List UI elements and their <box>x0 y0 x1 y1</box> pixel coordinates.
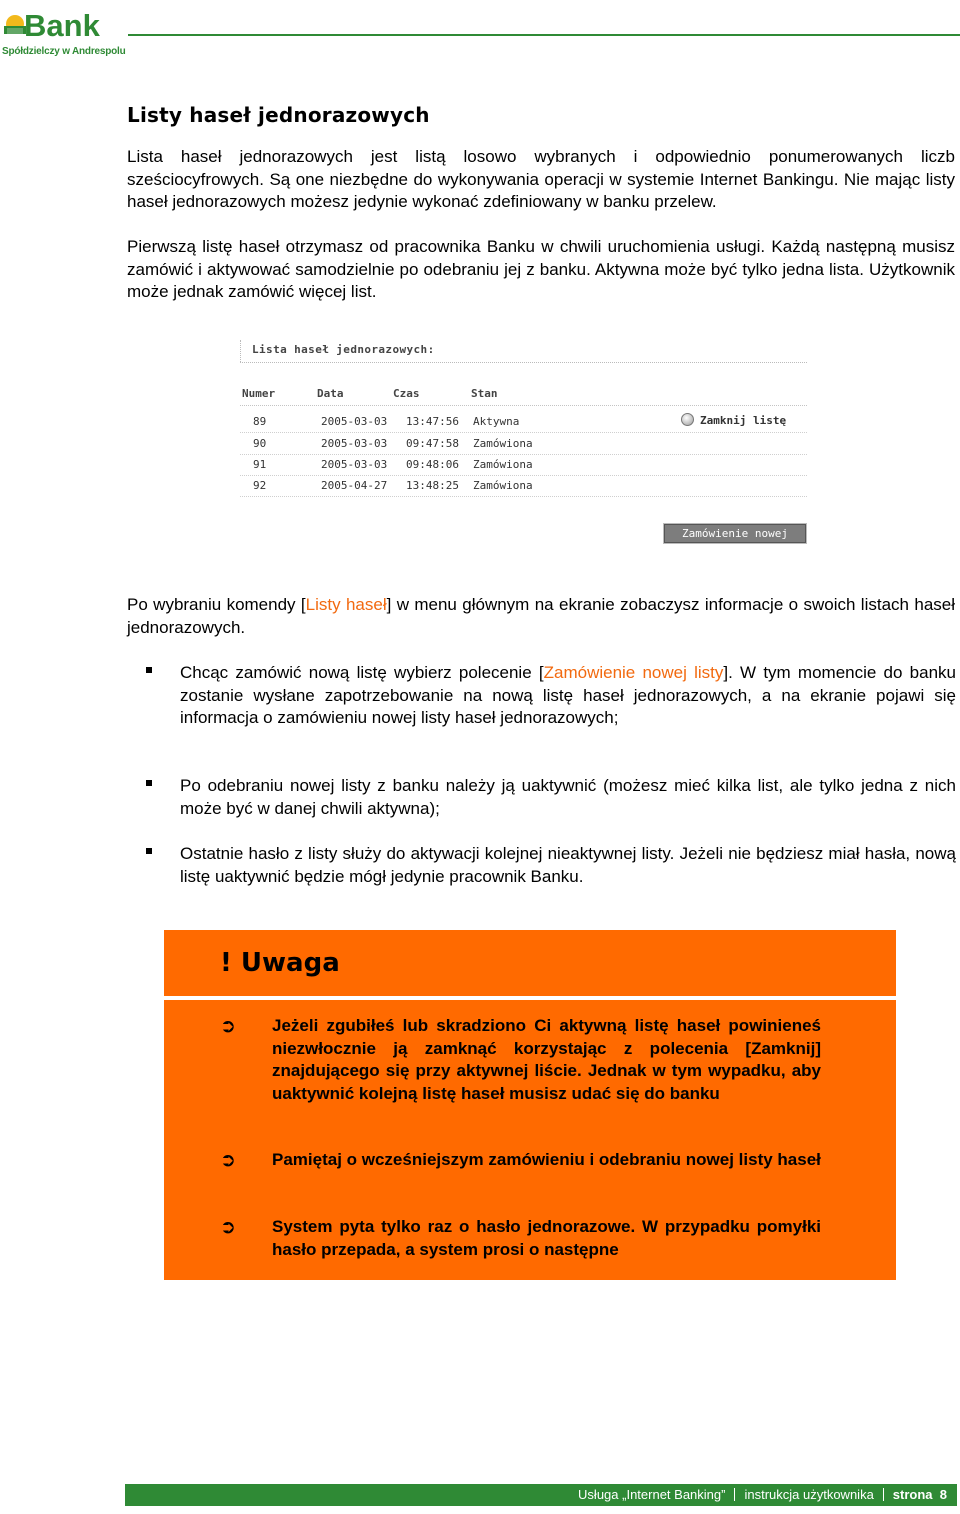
warning-heading: ! Uwaga <box>220 948 340 978</box>
table-row[interactable] <box>240 476 807 497</box>
bullet-item-last-password <box>180 843 956 888</box>
cell-numer: 92 <box>253 479 267 492</box>
page-footer <box>125 1484 957 1506</box>
bullet-text: Ostatnie hasło z listy służy do aktywacji kolejnej nieaktywnej listy. Jeżeli nie będziesz miał hasła, nową listę uaktywnić będzie mógł jedynie pracownik Banku. <box>180 844 956 886</box>
cell-numer: 90 <box>253 437 267 450</box>
password-lists-screenshot <box>240 340 810 557</box>
bullet-text: Chcąc zamówić nową listę wybierz polecenie [ <box>180 663 544 682</box>
cell-stan: Aktywna <box>473 415 520 428</box>
cell-data: 2005-03-03 <box>321 458 388 471</box>
footer-doc: instrukcja użytkownika <box>744 1487 874 1502</box>
cell-data: 2005-04-27 <box>321 479 388 492</box>
table-row[interactable] <box>240 412 807 433</box>
cell-numer: 91 <box>253 458 267 471</box>
arrow-right-icon: ➲ <box>220 1217 236 1238</box>
cell-stan: Zamówiona <box>473 479 533 492</box>
cell-czas: 09:47:58 <box>406 437 459 450</box>
bullet-square-icon <box>146 667 152 673</box>
caption-border <box>240 340 242 362</box>
menu-paragraph-before: Po wybraniu komendy [ <box>127 595 306 614</box>
logo-word: Bank <box>24 8 100 43</box>
menu-link-listy-hasel: Listy haseł <box>305 595 387 614</box>
header-rule <box>240 405 807 407</box>
arrow-right-icon: ➲ <box>220 1016 236 1037</box>
cell-stan: Zamówiona <box>473 437 533 450</box>
cell-data: 2005-03-03 <box>321 437 388 450</box>
cell-numer: 89 <box>253 415 267 428</box>
bank-logo <box>2 6 126 57</box>
sun-logo-icon <box>4 12 26 34</box>
order-command-highlight: Zamówienie nowej listy <box>543 663 724 682</box>
cell-czas: 13:48:25 <box>406 479 459 492</box>
footer-divider <box>883 1488 884 1501</box>
column-header-numer: Numer <box>242 387 276 400</box>
caption-rule <box>240 362 807 364</box>
footer-page-number: 8 <box>939 1487 947 1502</box>
radio-icon <box>681 413 694 426</box>
footer-text <box>578 1484 947 1506</box>
column-header-data: Data <box>317 387 344 400</box>
table-caption: Lista haseł jednorazowych: <box>252 343 435 356</box>
footer-page-label: strona <box>892 1487 933 1502</box>
warning-item: System pyta tylko raz o hasło jednorazowe. W przypadku pomyłki hasło przepada, a system prosi o następne <box>272 1217 821 1259</box>
warning-item: Jeżeli zgubiłeś lub skradziono Ci aktywną listę haseł powinieneś niezwłocznie ją zamknąć korzystając z polecenia [Zamknij] znajdującego się przy aktywnej liście. Jednak w tym wypadku, aby uaktywnić kolejną listę haseł musisz udać się do banku <box>272 1016 821 1103</box>
logo-subtitle: Spółdzielczy w Andrespolu <box>2 46 126 57</box>
warning-header <box>164 930 896 996</box>
cell-czas: 09:48:06 <box>406 458 459 471</box>
bullet-square-icon <box>146 780 152 786</box>
order-new-list-button[interactable]: Zamówienie nowej listy <box>664 524 806 543</box>
table-row[interactable] <box>240 455 807 476</box>
bullet-square-icon <box>146 848 152 854</box>
warning-box <box>164 930 896 1280</box>
bullet-text: Po odebraniu nowej listy z banku należy ją uaktywnić (możesz mieć kilka list, ale tylko jedna z nich może być w danej chwili aktywna); <box>180 776 956 818</box>
menu-paragraph-after: ] w menu głównym na ekranie zobaczysz informacje o swoich listach haseł jednorazowych. <box>127 595 956 637</box>
footer-divider <box>734 1488 735 1501</box>
footer-service: Usługa „Internet Banking” <box>578 1487 726 1502</box>
bullet-item-order <box>180 662 956 730</box>
bullet-item-activate <box>180 775 956 820</box>
warning-separator <box>164 996 896 1000</box>
arrow-right-icon: ➲ <box>220 1150 236 1171</box>
close-list-button[interactable] <box>681 413 786 427</box>
header-rule <box>128 34 960 36</box>
column-header-stan: Stan <box>471 387 498 400</box>
bullet-text: ]. W tym momencie do banku zostanie wysłane zapotrzebowanie na nową listę haseł jednorazowych, a na ekranie pojawi się informacja o zamówieniu nowej listy haseł jednorazowych; <box>180 663 956 728</box>
second-paragraph: Pierwszą listę haseł otrzymasz od pracownika Banku w chwili uruchomienia usługi. Każdą następną musisz zamówić i aktywować samodzielnie po odebraniu jej z banku. Aktywna może być tylko jedna lista. Użytkownik może jednak zamówić więcej list. <box>127 237 955 302</box>
cell-stan: Zamówiona <box>473 458 533 471</box>
menu-paragraph <box>127 594 955 639</box>
close-list-label: Zamknij listę <box>700 414 787 427</box>
table-row[interactable] <box>240 434 807 455</box>
column-header-czas: Czas <box>393 387 420 400</box>
intro-paragraph: Lista haseł jednorazowych jest listą losowo wybranych i odpowiednio ponumerowanych liczb sześciocyfrowych. Są one niezbędne do wykonywania operacji w systemie Internet Bankingu. Nie mając listy haseł jednorazowych możesz jedynie wykonać zdefiniowany w banku przelew. <box>127 147 955 212</box>
cell-data: 2005-03-03 <box>321 415 388 428</box>
page-title: Listy haseł jednorazowych <box>127 103 430 127</box>
warning-item: Pamiętaj o wcześniejszym zamówieniu i odebraniu nowej listy haseł <box>272 1150 821 1169</box>
cell-czas: 13:47:56 <box>406 415 459 428</box>
